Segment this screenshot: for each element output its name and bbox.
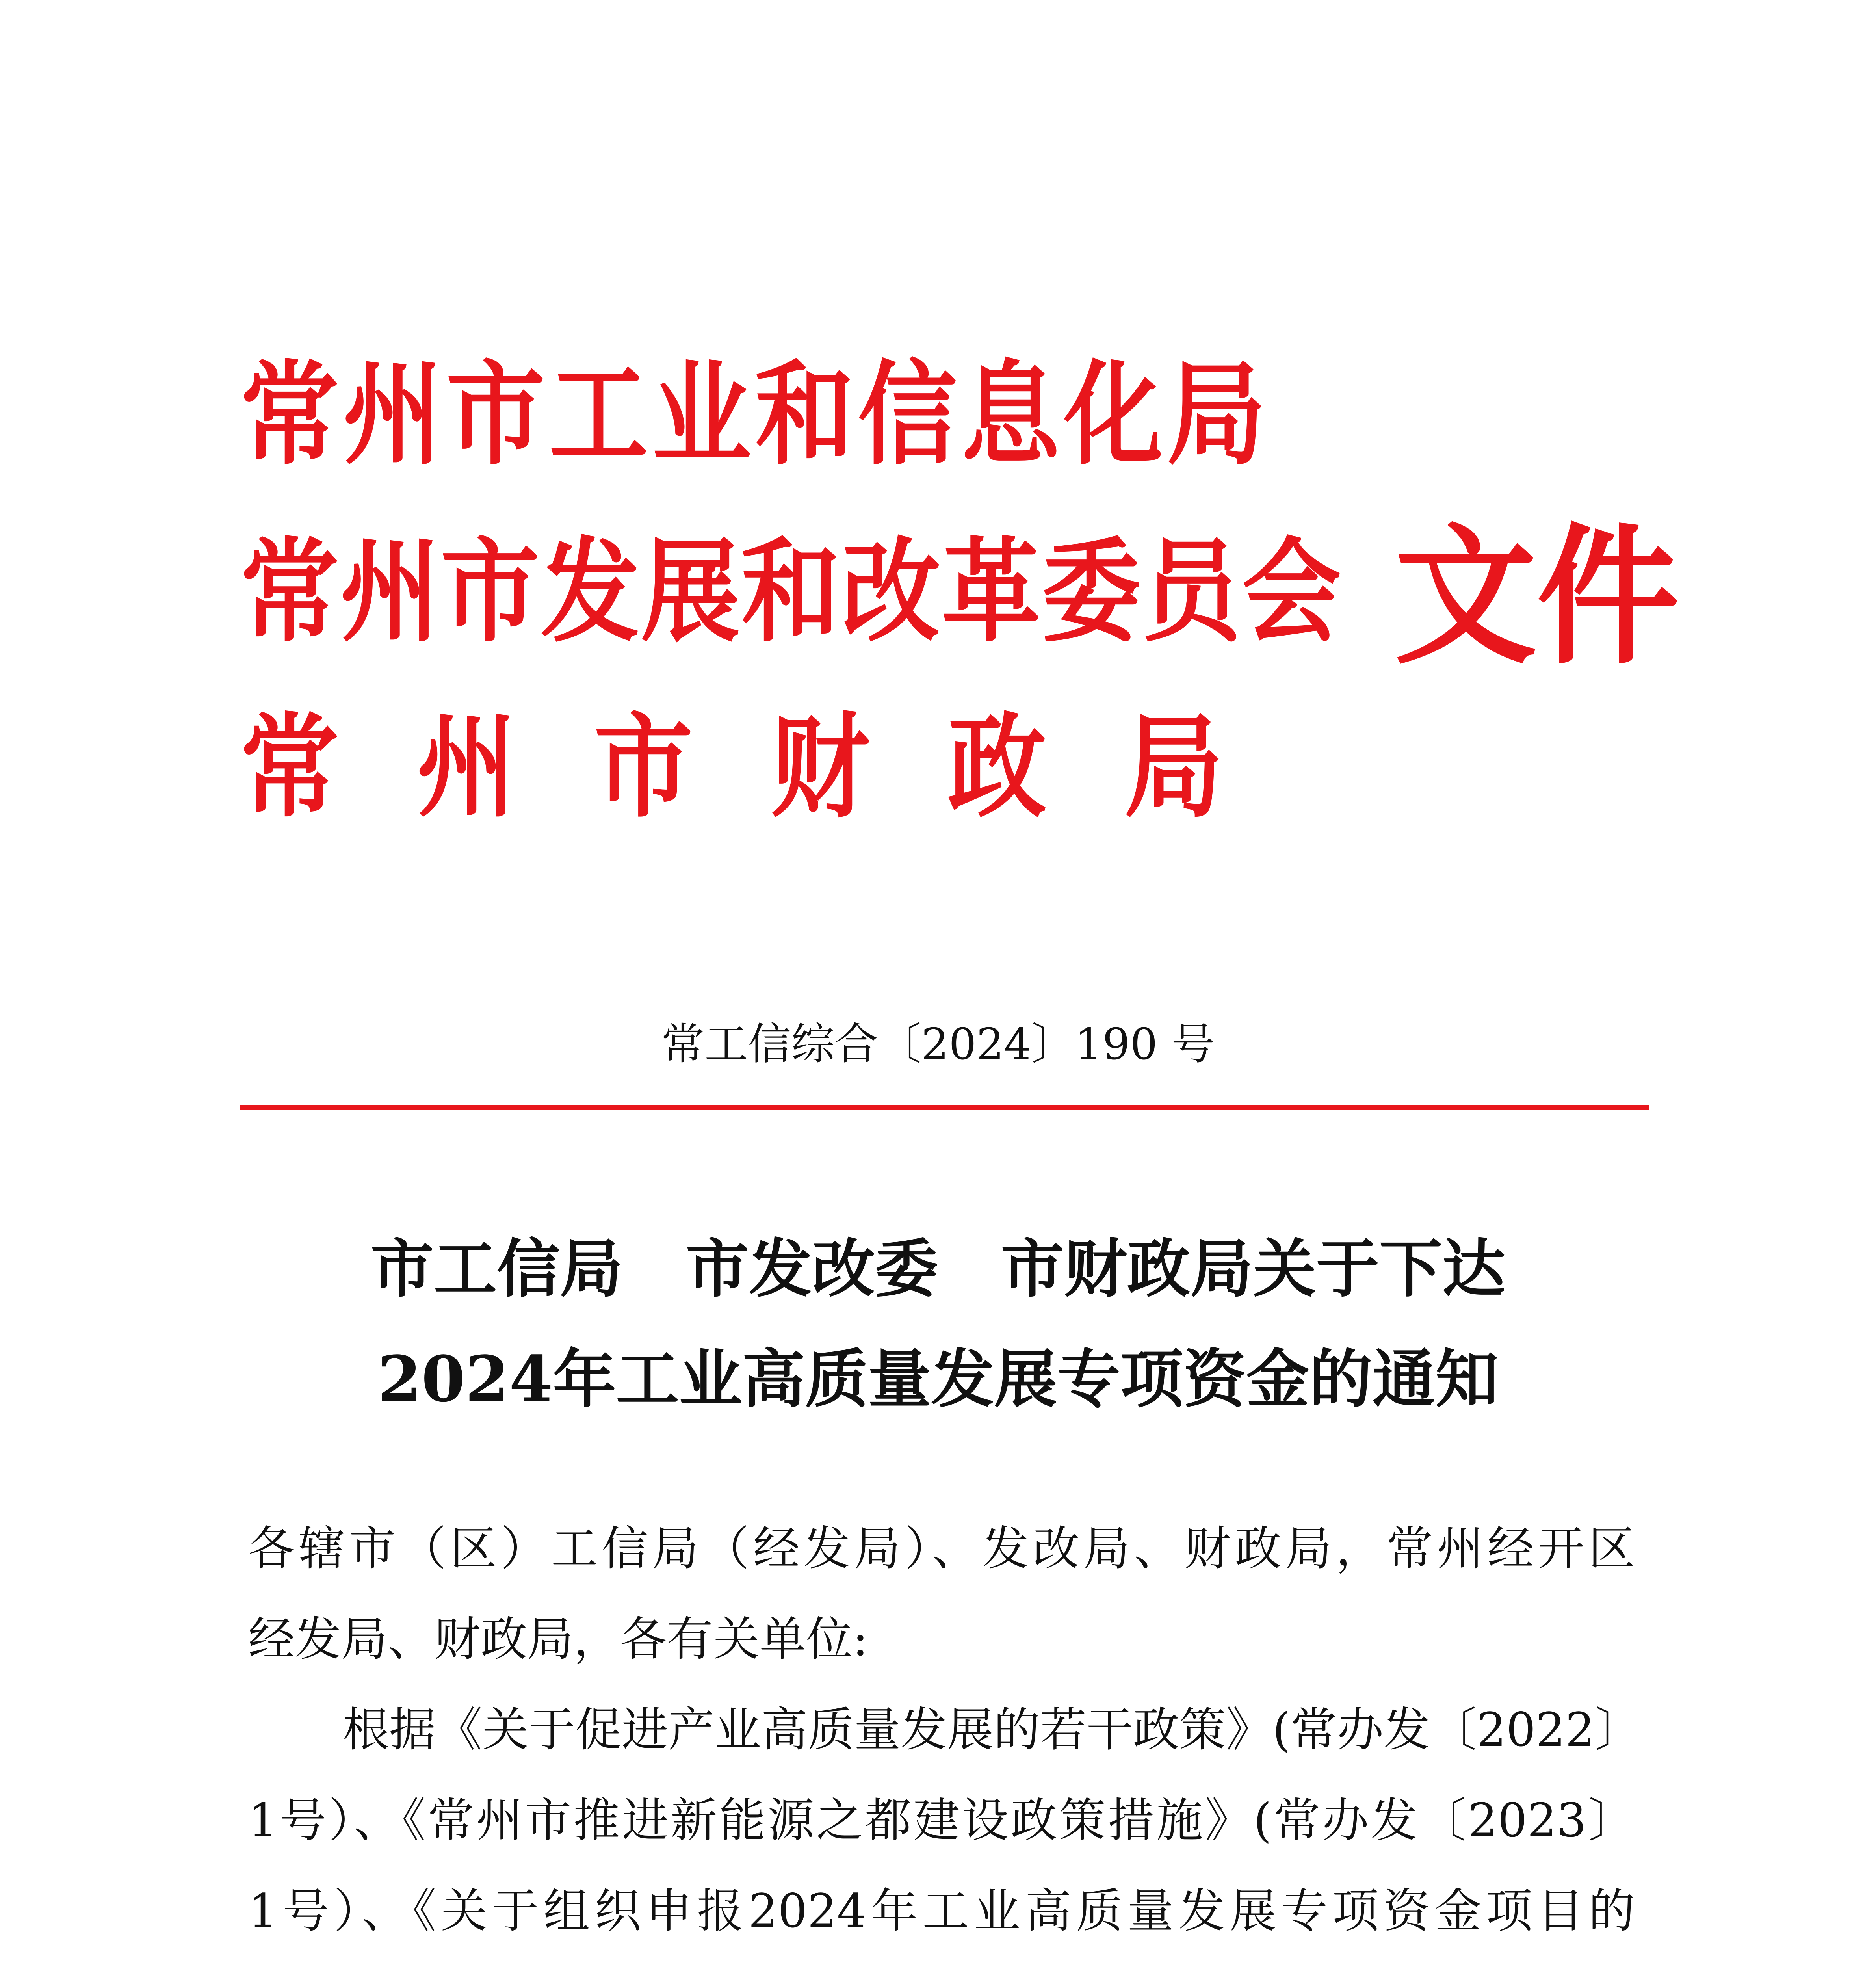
body-line-addressee-2: 经发局、财政局，各有关单位: <box>248 1612 868 1666</box>
issuer-name-industry-it-bureau: 常州市工业和信息化局 <box>240 353 1270 478</box>
body-line-addressee-1: 各辖市（区）工信局（经发局）、发改局、财政局，常州经开区 <box>248 1521 1635 1576</box>
document-number: 常工信综合〔2024〕190 号 <box>661 1019 1215 1069</box>
body-line <box>248 1968 1635 1970</box>
body-line: 1号）、《关于组织申报2024年工业高质量发展专项资金项目的 <box>248 1884 1635 1938</box>
document-masthead-word: 文件 <box>1395 516 1679 682</box>
issuer-name-finance-bureau: 常州市财政局 <box>240 706 1301 831</box>
red-separator-line <box>240 1105 1649 1110</box>
body-line-paragraph-start: 根据《关于促进产业高质量发展的若干政策》(常办发〔2022〕 <box>343 1702 1642 1757</box>
body-line: 1号）、《常州市推进新能源之都建设政策措施》(常办发〔2023〕 <box>248 1793 1635 1847</box>
document-title-line-2: 2024年工业高质量发展专项资金的通知 <box>377 1342 1499 1416</box>
issuer-name-development-reform-commission: 常州市发展和改革委员会 <box>240 531 1343 655</box>
document-title-line-1: 市工信局 市发改委 市财政局关于下达 <box>370 1232 1505 1306</box>
